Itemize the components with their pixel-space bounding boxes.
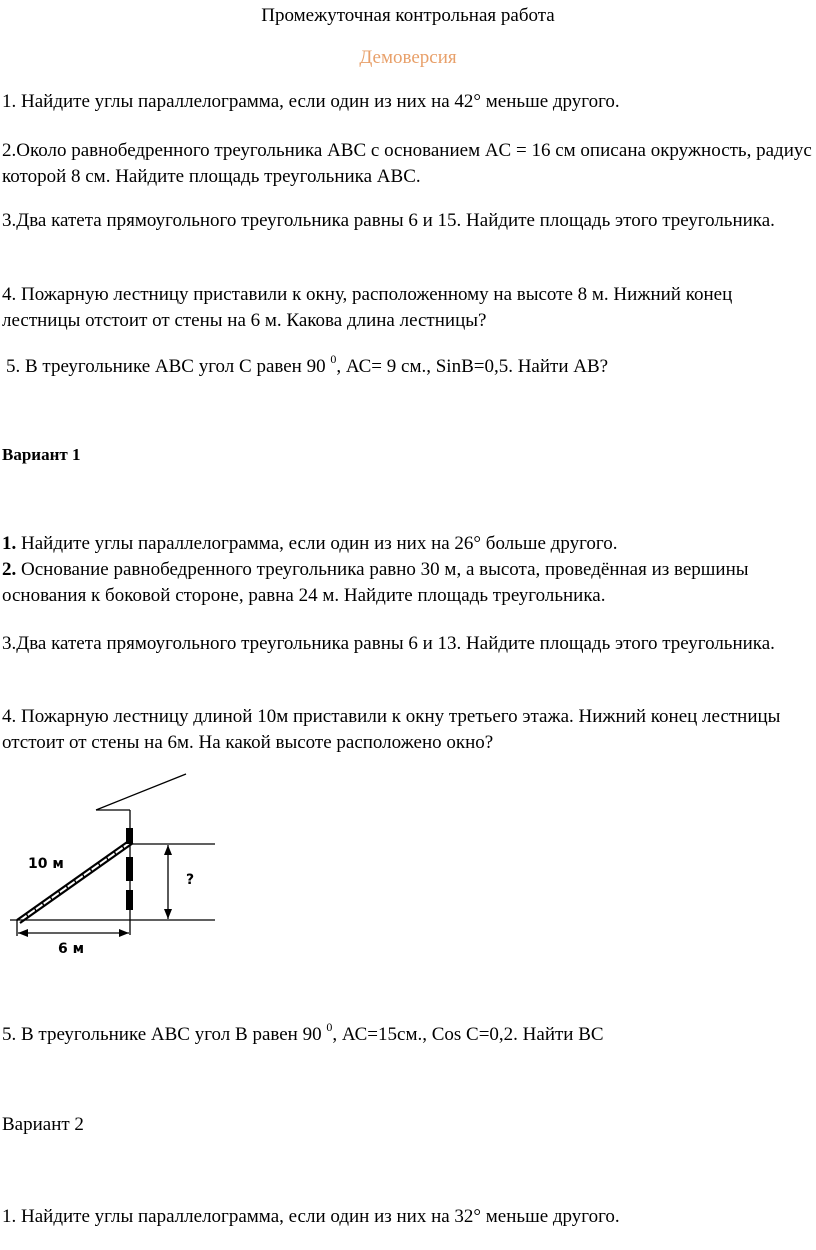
variant-1-question-1 <box>2 531 812 557</box>
question-text-rest: , АС=15см., Cos C=0,2. Найти ВС <box>332 1024 604 1045</box>
arrow-up-icon <box>164 845 172 855</box>
ladder-diagram <box>0 770 240 970</box>
question-number: 1. <box>2 533 17 554</box>
wall-segment <box>126 890 133 910</box>
arrow-right-icon <box>119 929 129 937</box>
wall-segment <box>126 857 133 881</box>
arrow-left-icon <box>18 929 28 937</box>
demo-question-5-rest: , АС= 9 см., SinB=0,5. Найти АВ? <box>336 356 609 377</box>
variant-1-question-4: 4. Пожарную лестницу длиной 10м приставили к окну третьего этажа. Нижний конец лестницы отстоит от стены на 6м. На какой высоте расположено окно? <box>2 706 781 753</box>
demo-question-1: 1. Найдите углы параллелограмма, если один из них на 42° меньше другого. <box>2 91 620 112</box>
variant-1-heading: Вариант 1 <box>2 445 81 464</box>
variant-1-question-3: 3.Два катета прямоугольного треугольника равны 6 и 13. Найдите площадь этого треугольника. <box>2 633 775 654</box>
height-unknown-label: ? <box>186 872 195 888</box>
variant-1-question-2 <box>2 557 812 609</box>
demo-question-5 <box>6 351 816 380</box>
page-title: Промежуточная контрольная работа <box>261 5 555 26</box>
degree-superscript: 0 <box>326 1019 333 1034</box>
question-text: Основание равнобедренного треугольника равно 30 м, а высота, проведённая из вершины основания к боковой стороне, равна 24 м. Найдите площадь треугольника. <box>2 559 749 606</box>
base-length-label: 6 м <box>58 941 85 957</box>
arrow-down-icon <box>164 909 172 919</box>
demo-question-3: 3.Два катета прямоугольного треугольника равны 6 и 15. Найдите площадь этого треугольника. <box>2 210 775 231</box>
question-text: 5. В треугольнике АВС угол В равен 90 <box>2 1024 327 1045</box>
page-subtitle: Демоверсия <box>359 47 457 68</box>
demo-question-2: 2.Около равнобедренного треугольника ABC с основанием AC = 16 см описана окружность, радиус которой 8 см. Найдите площадь треугольника ABC. <box>2 140 812 187</box>
question-number: 2. <box>2 559 17 580</box>
ladder-rail <box>20 843 133 923</box>
degree-superscript: 0 <box>330 351 337 366</box>
roof-line <box>96 774 186 810</box>
demo-question-5-text: 5. В треугольнике АВС угол С равен 90 <box>6 356 331 377</box>
variant-1-question-5 <box>2 1019 812 1048</box>
demo-question-4: 4. Пожарную лестницу приставили к окну, расположенному на высоте 8 м. Нижний конец лестницы отстоит от стены на 6 м. Какова длина лестницы? <box>2 284 733 331</box>
question-text: Найдите углы параллелограмма, если один из них на 26° больше другого. <box>16 533 618 554</box>
variant-2-question-1: 1. Найдите углы параллелограмма, если один из них на 32° меньше другого. <box>2 1206 620 1227</box>
ladder-length-label: 10 м <box>28 856 64 872</box>
variant-2-heading: Вариант 2 <box>2 1114 84 1135</box>
